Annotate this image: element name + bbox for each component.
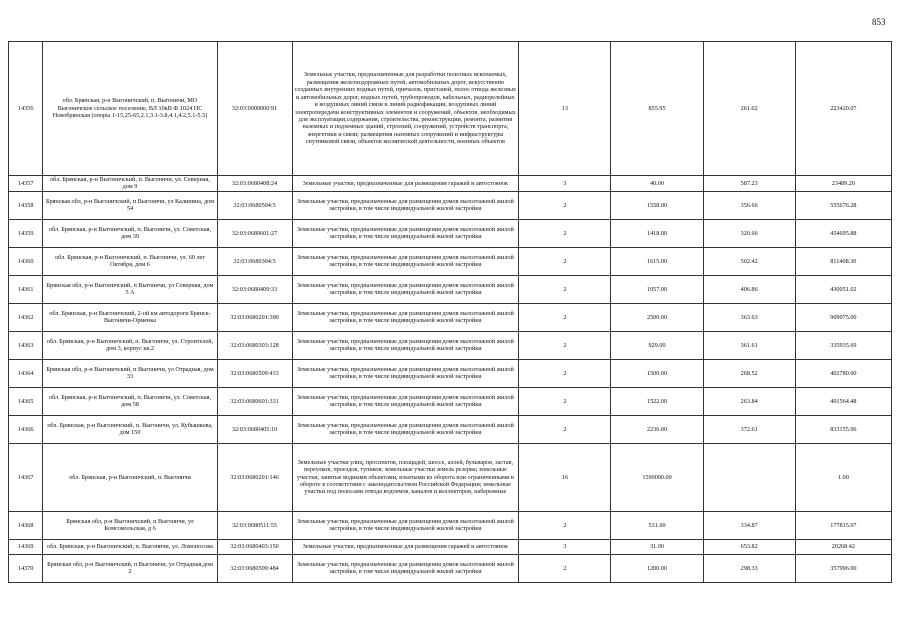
address-cell: обл. Брянская, р-н Выгоничский, п. Выгоничи, ул. 60 лет Октября, дом 6 bbox=[43, 247, 217, 275]
table-row bbox=[9, 387, 892, 415]
land-use-cell: Земельные участки, предназначенные для размещения гаражей и автостоянок bbox=[292, 176, 519, 192]
cadastral-number-cell: 32:03:0680601:331 bbox=[217, 387, 292, 415]
land-use-cell: Земельные участки, предназначенные для размещения домов малоэтажной жилой застройки, в том числе индивидуальной жилой застройки bbox=[292, 303, 519, 331]
category-cell: 2 bbox=[519, 554, 611, 582]
address-cell: Брянская обл, р-н Выгоничский, п Выгоничи, ул Калинина, дом 54 bbox=[43, 191, 217, 219]
cadastral-value-cell: 555676.28 bbox=[795, 191, 891, 219]
cadastral-number-cell: 32:03:0680403:150 bbox=[217, 539, 292, 554]
cadastral-number-cell: 32:03:0680201:390 bbox=[217, 303, 292, 331]
area-cell: 1615.00 bbox=[611, 247, 703, 275]
table-row bbox=[9, 247, 892, 275]
cadastral-value-cell: 20268.42 bbox=[795, 539, 891, 554]
row-number: 14365 bbox=[9, 387, 43, 415]
cadastral-number-cell: 32:03:0680408:24 bbox=[217, 176, 292, 192]
specific-value-cell: 653.82 bbox=[703, 539, 795, 554]
area-cell: 1522.00 bbox=[611, 387, 703, 415]
area-cell: 1057.00 bbox=[611, 275, 703, 303]
specific-value-cell: 406.86 bbox=[703, 275, 795, 303]
land-use-cell: Земельные участки, предназначенные для размещения домов малоэтажной жилой застройки, в том числе индивидуальной жилой застройки bbox=[292, 247, 519, 275]
address-cell: обл. Брянская, р-н Выгоничский, п. Выгоничи, ул. Кубышкова, дом 150 bbox=[43, 415, 217, 443]
address-cell: обл. Брянская, р-н Выгоничский, 2-ой км автодороги Брянск-Выгоничи-Орменка bbox=[43, 303, 217, 331]
land-use-cell: Земельные участки, предназначенные для размещения гаражей и автостоянок bbox=[292, 539, 519, 554]
category-cell: 2 bbox=[519, 359, 611, 387]
row-number: 14363 bbox=[9, 331, 43, 359]
row-number: 14357 bbox=[9, 176, 43, 192]
land-use-cell: Земельные участки, предназначенные для размещения домов малоэтажной жилой застройки, в том числе индивидуальной жилой застройки bbox=[292, 191, 519, 219]
row-number: 14370 bbox=[9, 554, 43, 582]
area-cell: 40.00 bbox=[611, 176, 703, 192]
category-cell: 2 bbox=[519, 331, 611, 359]
category-cell: 2 bbox=[519, 275, 611, 303]
table-row bbox=[9, 42, 892, 176]
land-use-cell: Земельные участки, предназначенные для разработки полезных ископаемых, размещения железнодорожных путей, автомобильных дорог, искусственно созданных внутренних водных путей, причалов, пристаней, полос отвода железных и автомобильных дорог, водных путей, трубопроводов, кабельных, радиорелейных и воздушных линий связи и линий радиофикации, воздушных линий электропередачи конструктивных элементов и сооружений, объектов, необходимых для эксплуатации,содержания, строительства, реконструкции, ремонта, развития наземных и подземных зданий, строений, сооружений, устройств транспорта, энергетики и связи; размещения наземных сооружений и инфраструктуры спутниковой связи, объектов космической деятельности, военных объектов bbox=[292, 42, 519, 176]
land-use-cell: Земельные участки улиц, проспектов, площадей, шоссе, аллей, бульваров, застав, переулков, проездов, тупиков; земельные участки земель резерва; земельные участки, занятые водными объектами, изъятыми из оборота или ограниченными в обороте в соответствии с законодательством Российской Федерации; земельные участки под полосами отвода водоемов, каналов и коллекторов, набережные bbox=[292, 443, 519, 511]
table-row bbox=[9, 359, 892, 387]
row-number: 14362 bbox=[9, 303, 43, 331]
specific-value-cell: 356.66 bbox=[703, 191, 795, 219]
area-cell: 31.00 bbox=[611, 539, 703, 554]
area-cell: 855.95 bbox=[611, 42, 703, 176]
address-cell: Брянская обл, р-н Выгоничский, п Выгоничи, ул Северная, дом 5 А bbox=[43, 275, 217, 303]
cadastral-value-cell: 177815.97 bbox=[795, 511, 891, 539]
table-row bbox=[9, 443, 892, 511]
cadastral-value-cell: 357996.00 bbox=[795, 554, 891, 582]
table-row bbox=[9, 539, 892, 554]
specific-value-cell: 261.02 bbox=[703, 42, 795, 176]
address-cell: обл. Брянская, р-н Выгоничский, п. Выгоничи bbox=[43, 443, 217, 511]
table-row bbox=[9, 176, 892, 192]
area-cell: 2236.00 bbox=[611, 415, 703, 443]
table-row bbox=[9, 219, 892, 247]
address-cell: Брянская обл, р-н Выгоничский, п Выгоничи, ул Комсомольская, д 6 bbox=[43, 511, 217, 539]
specific-value-cell: 298.33 bbox=[703, 554, 795, 582]
area-cell: 1200.00 bbox=[611, 554, 703, 582]
table-body bbox=[9, 42, 892, 583]
address-cell: обл. Брянская, р-н Выгоничский, п. Выгоничи, МО Выгоничское сельское поселение, ВЛ 10кВ Ф.1024 ПС Новобрянская (опоры 1-15,25-65,2.1,3.1-3.8,4.1,4.2,5.1-5.5) bbox=[43, 42, 217, 176]
land-use-cell: Земельные участки, предназначенные для размещения домов малоэтажной жилой застройки, в том числе индивидуальной жилой застройки bbox=[292, 331, 519, 359]
cadastral-number-cell: 32:03:0680303:128 bbox=[217, 331, 292, 359]
table-row bbox=[9, 415, 892, 443]
cadastral-value-cell: 1.00 bbox=[795, 443, 891, 511]
address-cell: обл. Брянская, р-н Выгоничский, п. Выгоничи, ул. Северная, дом 9 bbox=[43, 176, 217, 192]
area-cell: 2500.00 bbox=[611, 303, 703, 331]
specific-value-cell: 502.42 bbox=[703, 247, 795, 275]
land-use-cell: Земельные участки, предназначенные для размещения домов малоэтажной жилой застройки, в том числе индивидуальной жилой застройки bbox=[292, 359, 519, 387]
category-cell: 2 bbox=[519, 387, 611, 415]
area-cell: 1418.00 bbox=[611, 219, 703, 247]
cadastral-number-cell: 32:03:0680304:5 bbox=[217, 247, 292, 275]
land-use-cell: Земельные участки, предназначенные для размещения домов малоэтажной жилой застройки, в том числе индивидуальной жилой застройки bbox=[292, 554, 519, 582]
area-cell: 929.00 bbox=[611, 331, 703, 359]
cadastral-number-cell: 32:03:0680409:33 bbox=[217, 275, 292, 303]
specific-value-cell: 268.52 bbox=[703, 359, 795, 387]
table-row bbox=[9, 331, 892, 359]
cadastral-value-cell: 335935.69 bbox=[795, 331, 891, 359]
specific-value-cell: 263.84 bbox=[703, 387, 795, 415]
table-row bbox=[9, 554, 892, 582]
land-registry-table bbox=[8, 41, 892, 583]
row-number: 14364 bbox=[9, 359, 43, 387]
table-row bbox=[9, 303, 892, 331]
row-number: 14369 bbox=[9, 539, 43, 554]
category-cell: 2 bbox=[519, 511, 611, 539]
table-row bbox=[9, 511, 892, 539]
area-cell: 531.00 bbox=[611, 511, 703, 539]
cadastral-value-cell: 402780.00 bbox=[795, 359, 891, 387]
specific-value-cell: 363.63 bbox=[703, 303, 795, 331]
row-number: 14366 bbox=[9, 415, 43, 443]
page-number: 853 bbox=[872, 17, 886, 27]
land-use-cell: Земельные участки, предназначенные для размещения домов малоэтажной жилой застройки, в том числе индивидуальной жилой застройки bbox=[292, 387, 519, 415]
cadastral-number-cell: 32:03:0680601:27 bbox=[217, 219, 292, 247]
cadastral-number-cell: 32:03:0000000:91 bbox=[217, 42, 292, 176]
cadastral-number-cell: 32:03:0680405:10 bbox=[217, 415, 292, 443]
address-cell: Брянская обл, р-н Выгоничский, п Выгоничи, ул Отрадная,дом 2 bbox=[43, 554, 217, 582]
cadastral-value-cell: 401564.48 bbox=[795, 387, 891, 415]
cadastral-number-cell: 32:03:0680509:484 bbox=[217, 554, 292, 582]
specific-value-cell: 334.87 bbox=[703, 511, 795, 539]
cadastral-value-cell: 430051.02 bbox=[795, 275, 891, 303]
row-number: 14367 bbox=[9, 443, 43, 511]
cadastral-value-cell: 23489.20 bbox=[795, 176, 891, 192]
area-cell: 1558.00 bbox=[611, 191, 703, 219]
category-cell: 2 bbox=[519, 303, 611, 331]
specific-value-cell: 372.61 bbox=[703, 415, 795, 443]
row-number: 14361 bbox=[9, 275, 43, 303]
category-cell: 2 bbox=[519, 219, 611, 247]
cadastral-value-cell: 454695.88 bbox=[795, 219, 891, 247]
row-number: 14360 bbox=[9, 247, 43, 275]
land-use-cell: Земельные участки, предназначенные для размещения домов малоэтажной жилой застройки, в том числе индивидуальной жилой застройки bbox=[292, 275, 519, 303]
category-cell: 3 bbox=[519, 539, 611, 554]
category-cell: 2 bbox=[519, 191, 611, 219]
cadastral-number-cell: 32:03:0680504:5 bbox=[217, 191, 292, 219]
address-cell: Брянская обл, р-н Выгоничский, п Выгоничи, ул Отрадная, дом 33 bbox=[43, 359, 217, 387]
category-cell: 2 bbox=[519, 247, 611, 275]
cadastral-value-cell: 223420.07 bbox=[795, 42, 891, 176]
row-number: 14358 bbox=[9, 191, 43, 219]
category-cell: 2 bbox=[519, 415, 611, 443]
cadastral-value-cell: 811408.30 bbox=[795, 247, 891, 275]
land-use-cell: Земельные участки, предназначенные для размещения домов малоэтажной жилой застройки, в том числе индивидуальной жилой застройки bbox=[292, 415, 519, 443]
cadastral-number-cell: 32:03:0680201:146 bbox=[217, 443, 292, 511]
specific-value-cell: 320.66 bbox=[703, 219, 795, 247]
row-number: 14356 bbox=[9, 42, 43, 176]
category-cell: 13 bbox=[519, 42, 611, 176]
row-number: 14359 bbox=[9, 219, 43, 247]
cadastral-number-cell: 32:03:0680509:433 bbox=[217, 359, 292, 387]
table-row bbox=[9, 191, 892, 219]
land-use-cell: Земельные участки, предназначенные для размещения домов малоэтажной жилой застройки, в том числе индивидуальной жилой застройки bbox=[292, 219, 519, 247]
cadastral-value-cell: 833155.96 bbox=[795, 415, 891, 443]
row-number: 14368 bbox=[9, 511, 43, 539]
address-cell: обл. Брянская, р-н Выгоничский, п. Выгоничи, ул. Строителей, дом 3, корпус кв.2 bbox=[43, 331, 217, 359]
area-cell: 1590000.00 bbox=[611, 443, 703, 511]
cadastral-number-cell: 32:03:0680511:55 bbox=[217, 511, 292, 539]
table-row bbox=[9, 275, 892, 303]
land-use-cell: Земельные участки, предназначенные для размещения домов малоэтажной жилой застройки, в том числе индивидуальной жилой застройки bbox=[292, 511, 519, 539]
specific-value-cell bbox=[703, 443, 795, 511]
address-cell: обл. Брянская, р-н Выгоничский, п. Выгоничи, ул. Советская, дом 58 bbox=[43, 387, 217, 415]
address-cell: обл. Брянская, р-н Выгоничский, п. Выгоничи, ул. Советская, дом 39 bbox=[43, 219, 217, 247]
specific-value-cell: 361.61 bbox=[703, 331, 795, 359]
category-cell: 3 bbox=[519, 176, 611, 192]
specific-value-cell: 587.23 bbox=[703, 176, 795, 192]
category-cell: 16 bbox=[519, 443, 611, 511]
cadastral-value-cell: 909075.00 bbox=[795, 303, 891, 331]
area-cell: 1500.00 bbox=[611, 359, 703, 387]
address-cell: обл. Брянская, р-н Выгоничский, п. Выгоничи, ул. Ломоносова bbox=[43, 539, 217, 554]
